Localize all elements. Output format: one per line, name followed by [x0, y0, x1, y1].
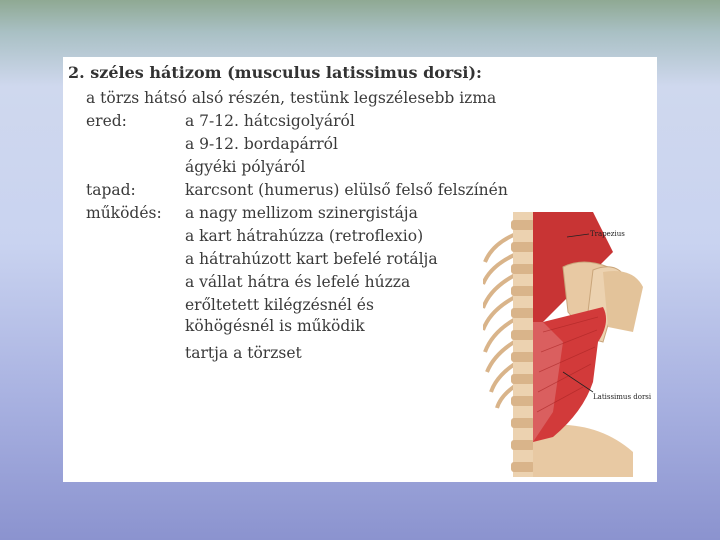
mukodes-line-7: tartja a törzset [185, 344, 302, 362]
latissimus-dorsi-illustration [483, 212, 657, 477]
ered-line-3: ágyéki pólyáról [185, 158, 306, 176]
mukodes-line-2: a kart hátrahúzza (retroflexio) [185, 227, 424, 245]
mukodes-line-5: erőltetett kilégzésnél és [185, 296, 374, 314]
mukodes-label: működés: [86, 204, 162, 222]
ered-line-2: a 9-12. bordapárról [185, 135, 338, 153]
tapad-label: tapad: [86, 181, 136, 199]
mukodes-line-1: a nagy mellizom szinergistája [185, 204, 418, 222]
mukodes-line-4: a vállat hátra és lefelé húzza [185, 273, 411, 291]
slide-content [63, 57, 657, 482]
ered-label: ered: [86, 112, 127, 130]
spine [511, 212, 535, 477]
mukodes-line-6: köhögésnél is működik [185, 317, 365, 335]
trapezius-label: Trapezius [590, 230, 625, 238]
intro-text: a törzs hátsó alsó részén, testünk legszélesebb izma [86, 89, 497, 107]
ered-line-1: a 7-12. hátcsigolyáról [185, 112, 355, 130]
slide-title: 2. széles hátizom (musculus latissimus dorsi): [68, 63, 482, 82]
mukodes-line-3: a hátrahúzott kart befelé rotálja [185, 250, 438, 268]
latissimus-label: Latissimus dorsi [593, 393, 652, 401]
tapad-line-1: karcsont (humerus) elülső felső felszínén [185, 181, 508, 199]
